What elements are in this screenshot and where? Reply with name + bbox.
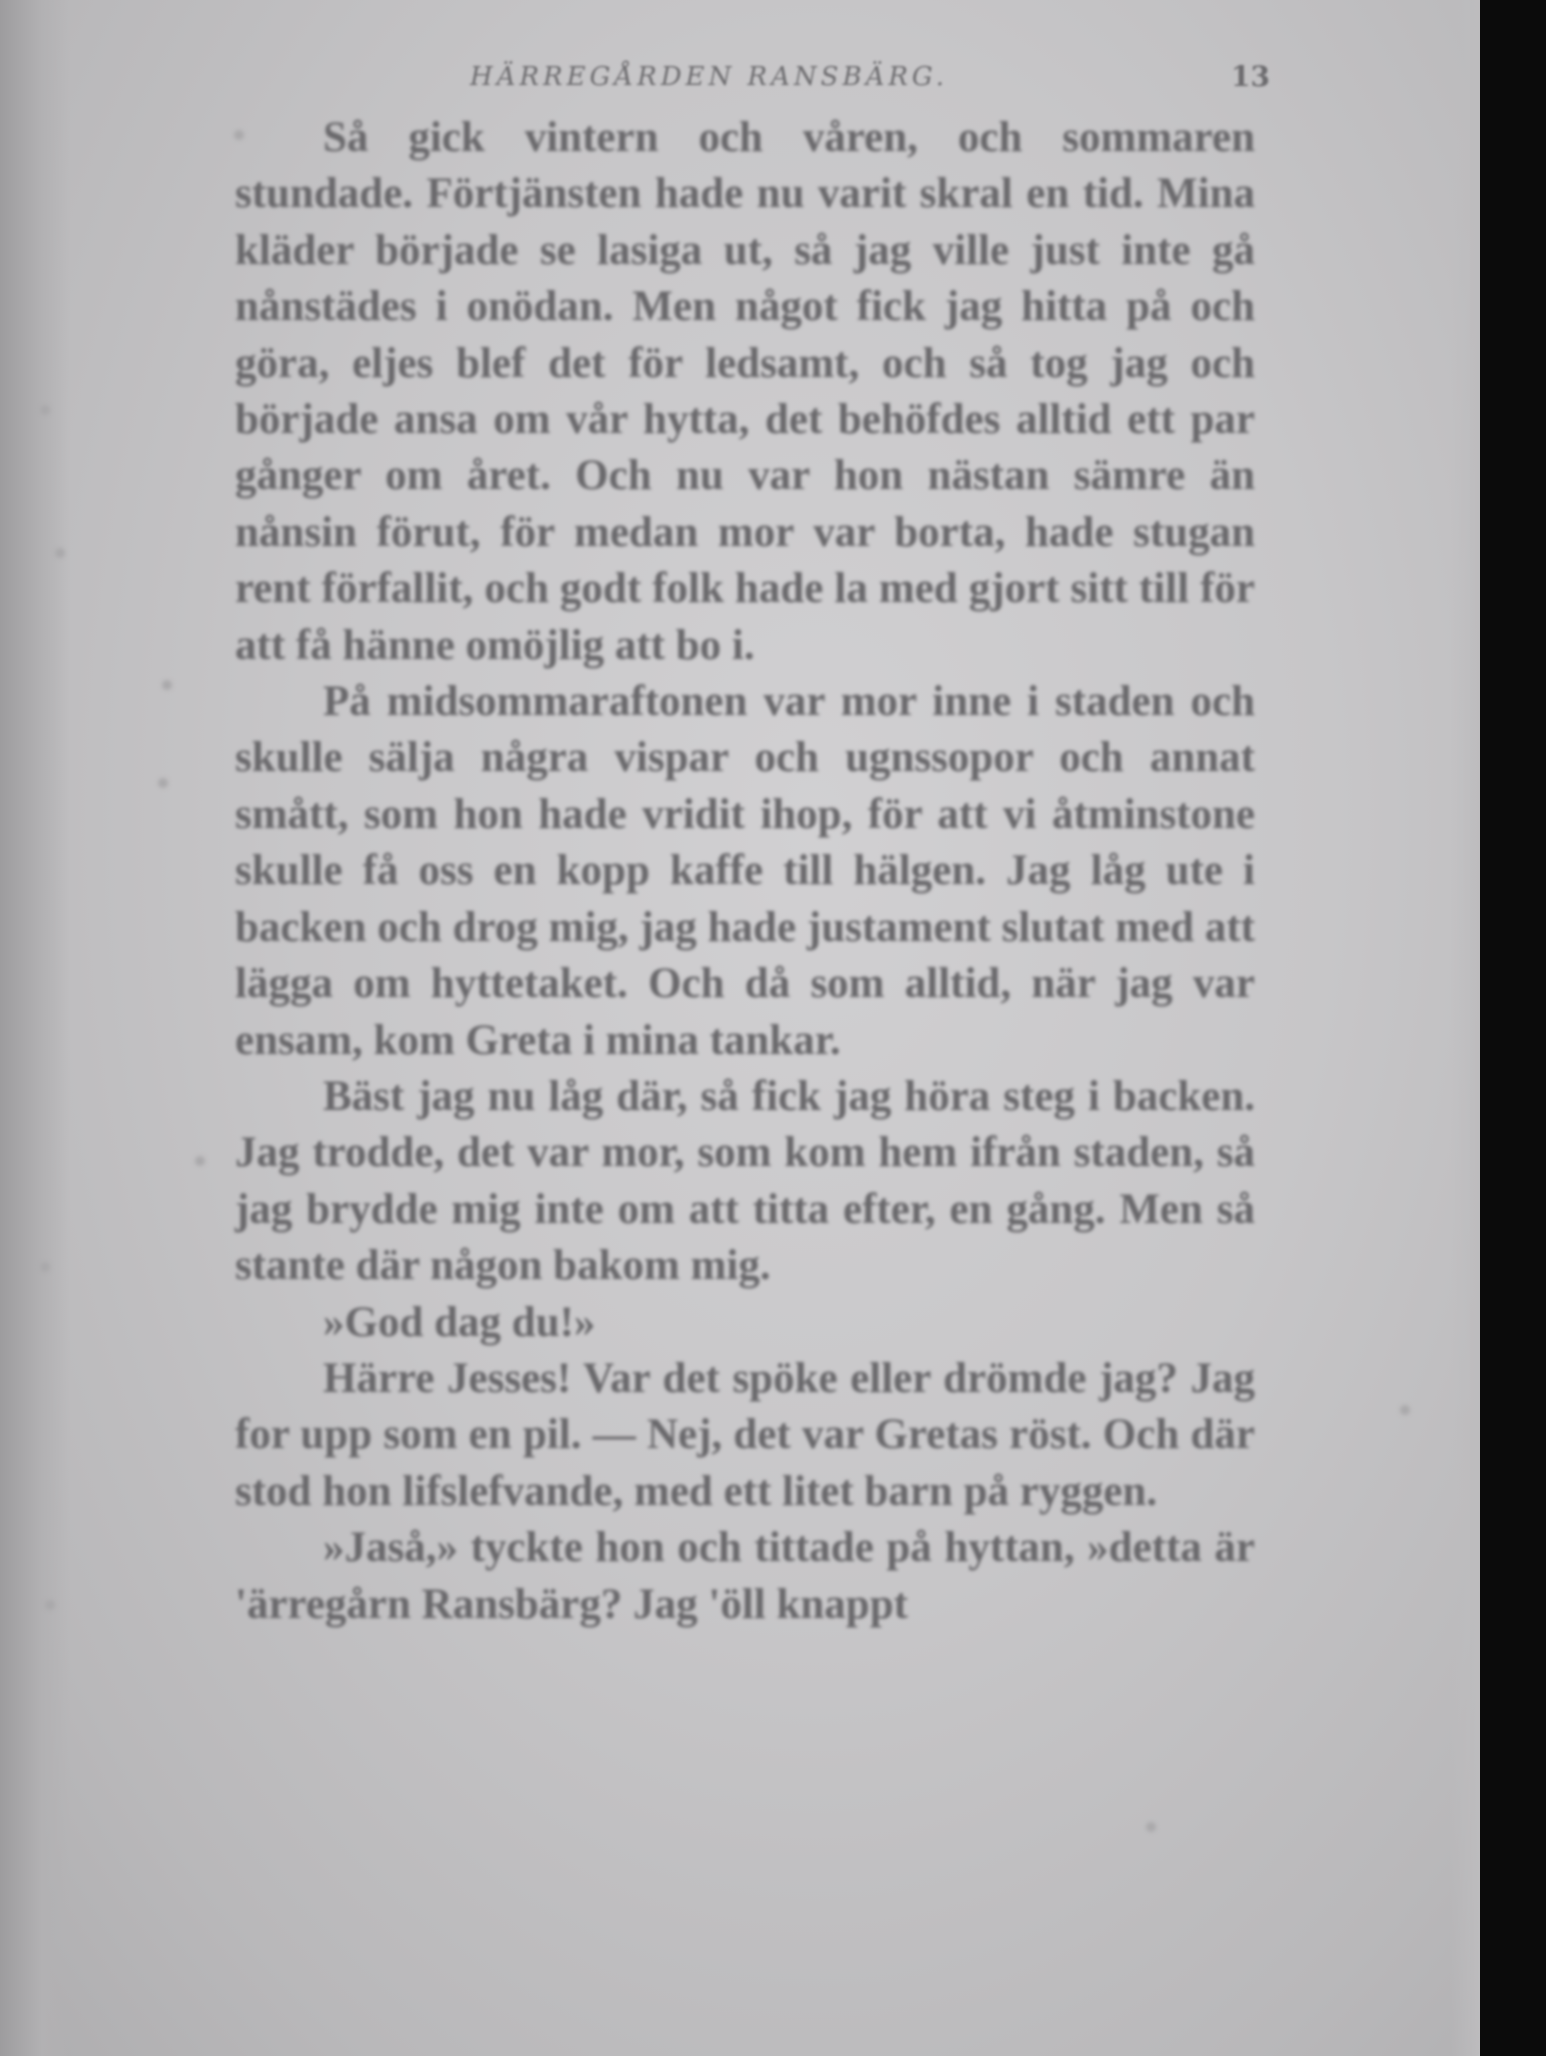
paper-speck [45, 1600, 55, 1610]
page-header [240, 62, 1270, 106]
paragraph: På midsommaraftonen var mor inne i staden och skulle sälja några vispar och ugnssopor och annat smått, som hon hade vridit ihop, för att vi åtminstone skulle få oss en kopp kaffe till hälgen. Jag låg ute i backen och drog mig, jag hade justament slutat med att lägga om hyttetaket. Och då som alltid, när jag var ensam, kom Greta i mina tankar. [235, 678, 1255, 1064]
paper-speck [162, 680, 172, 690]
paper-speck [195, 1156, 205, 1166]
paper-speck [40, 405, 50, 415]
paper-speck [55, 548, 65, 558]
paragraph: »God dag du!» [323, 1298, 596, 1346]
body-text [235, 110, 1255, 1633]
paragraph: »Jaså,» tyckte hon och tittade på hyttan, »detta är 'ärregårn Ransbärg? Jag 'öll knappt [235, 1524, 1255, 1628]
paragraph: Bäst jag nu låg där, så fick jag höra steg i backen. Jag trodde, det var mor, som kom hem ifrån staden, så jag brydde mig inte om att titta efter, en gång. Men så stante där någon bakom mig. [235, 1072, 1255, 1290]
paper-speck [1146, 1822, 1156, 1832]
paper-speck [40, 1262, 50, 1272]
paragraph: Härre Jesses! Var det spöke eller drömde jag? Jag for upp som en pil. — Nej, det var Gretas röst. Och där stod hon lifslefvande, med ett litet barn på ryggen. [235, 1354, 1255, 1515]
paper-speck [158, 778, 168, 788]
page-number: 13 [1231, 60, 1270, 93]
running-title: HÄRREGÅRDEN RANSBÄRG. [470, 62, 949, 92]
dark-background-strip [1480, 0, 1546, 2056]
page-left-shadow [0, 0, 70, 2056]
page-right-shadow [1450, 0, 1480, 2056]
paper-speck [1400, 1405, 1410, 1415]
paragraph: Så gick vintern och våren, och sommaren stundade. Förtjänsten hade nu varit skral en tid. Mina kläder började se lasiga ut, så jag ville just inte gå nånstädes i onödan. Men något fick jag hitta på och göra, eljes blef det för ledsamt, och så tog jag och började ansa om vår hytta, det behöfdes alltid ett par gånger om året. Och nu var hon nästan sämre än nånsin förut, för medan mor var borta, hade stugan rent förfallit, och godt folk hade la med gjort sitt till för att få hänne omöjlig att bo i. [235, 114, 1255, 669]
